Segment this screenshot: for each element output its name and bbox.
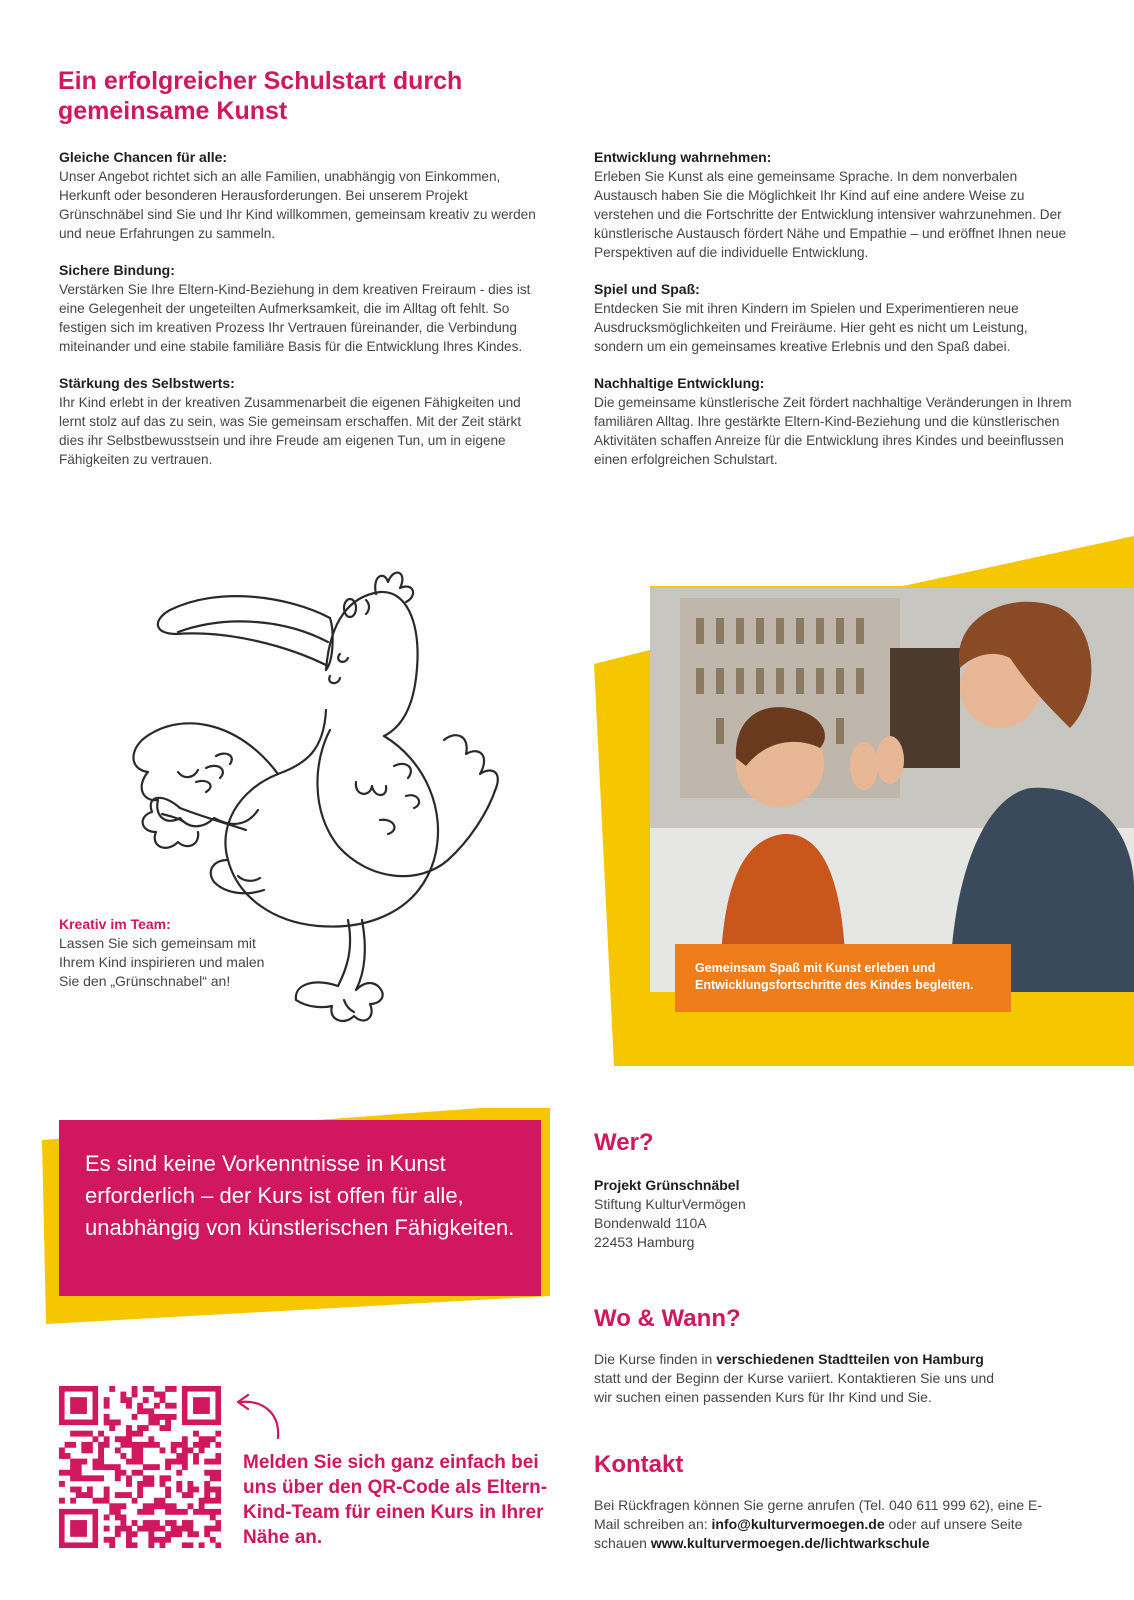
benefits-left-column — [59, 148, 541, 487]
wo-text-bold: verschiedenen Stadtteilen von Hamburg — [716, 1351, 984, 1367]
section-sichere-bindung — [59, 261, 541, 356]
kreativ-im-team-note — [59, 915, 269, 991]
wer-section — [594, 1128, 1094, 1252]
wer-line3: 22453 Hamburg — [594, 1234, 695, 1250]
kontakt-text-pre: Bei Rückfragen können Sie gerne anrufen (Tel. 040 611 999 62), eine E-Mail schreiben an: — [594, 1497, 1043, 1532]
section-gleiche-chancen — [59, 148, 541, 243]
contact-email-link[interactable]: info@kulturvermoegen.de — [711, 1516, 885, 1532]
section-heading: Stärkung des Selbstwerts: — [59, 375, 235, 391]
wer-line2: Bondenwald 110A — [594, 1215, 707, 1231]
kontakt-text-mid: oder auf unsere Seite schauen — [594, 1516, 1023, 1551]
section-heading: Gleiche Chancen für alle: — [59, 149, 228, 165]
wo-heading: Wo & Wann? — [594, 1305, 741, 1332]
wer-line1: Stiftung KulturVermögen — [594, 1196, 746, 1212]
section-heading: Entwicklung wahrnehmen: — [594, 149, 772, 165]
page-title: Ein erfolgreicher Schulstart durch gemeinsame Kunst — [58, 67, 463, 125]
kreativ-heading: Kreativ im Team: — [59, 916, 171, 932]
kontakt-text — [594, 1496, 1064, 1553]
kontakt-heading: Kontakt — [594, 1451, 684, 1478]
section-nachhaltig — [594, 374, 1076, 469]
section-text: Verstärken Sie Ihre Eltern-Kind-Beziehung in dem kreativen Freiraum - dies ist eine Gelegenheit der ungeteilten Aufmerksamkeit, die im Alltag oft fehlt. So festigen sich im kreativen Prozess Ihr Vertrauen füreinander, die Verbindung miteinander und eine stabile familiäre Basis für die Entwicklung Ihres Kindes. — [59, 282, 531, 354]
section-heading: Nachhaltige Entwicklung: — [594, 375, 765, 391]
section-heading: Spiel und Spaß: — [594, 281, 700, 297]
website-link[interactable]: www.kulturvermoegen.de/lichtwarkschule — [650, 1535, 930, 1551]
kontakt-section — [594, 1450, 1064, 1553]
wer-org: Projekt Grünschnäbel — [594, 1177, 740, 1193]
wo-text-pre: Die Kurse finden in — [594, 1351, 717, 1367]
section-entwicklung — [594, 148, 1076, 262]
curved-arrow-icon — [232, 1392, 292, 1442]
benefits-right-column — [594, 148, 1076, 487]
qr-registration-text: Melden Sie sich ganz einfach bei uns über den QR-Code als Eltern-Kind-Team für einen Kurs in Ihrer Nähe an. — [243, 1452, 548, 1548]
section-heading: Sichere Bindung: — [59, 262, 175, 278]
kreativ-text: Lassen Sie sich gemeinsam mit Ihrem Kind inspirieren und malen Sie den „Grünschnabel“ an! — [59, 935, 265, 989]
wo-text — [594, 1350, 1014, 1407]
wo-wann-section — [594, 1304, 1014, 1407]
section-text: Unser Angebot richtet sich an alle Familien, unabhängig von Einkommen, Herkunft oder besonderen Herausforderungen. Bei unserem Projekt Grünschnäbel sind Sie und Ihr Kind willkommen, gemeinsam kreativ zu werden und neue Erfahrungen zu sammeln. — [59, 169, 536, 241]
parent-child-high-five-photo — [650, 588, 1134, 992]
wer-heading: Wer? — [594, 1129, 654, 1156]
section-text: Entdecken Sie mit ihren Kindern im Spielen und Experimentieren neue Ausdrucksmöglichkeiten und Freiräume. Hier geht es nicht um Leistung, sondern um ein gemeinsames kreative Erlebnis und den Spaß dabei. — [594, 301, 1028, 354]
section-text: Ihr Kind erlebt in der kreativen Zusammenarbeit die eigenen Fähigkeiten und lernt stolz auf das zu sein, was Sie gemeinsam erschaffen. Mit der Zeit stärkt dies ihr Selbstbewusstsein und ihre Freude am eigenen Tun, um in eigene Fähigkeiten zu vertrauen. — [59, 395, 522, 467]
section-spiel-spass — [594, 280, 1076, 356]
section-selbstwert — [59, 374, 541, 469]
photo-scene — [650, 588, 1134, 992]
registration-qr-code[interactable] — [59, 1386, 221, 1548]
wo-text-post: statt und der Beginn der Kurse variiert. Kontaktieren Sie uns und wir suchen einen passenden Kurs für Ihr Kind und Sie. — [594, 1370, 995, 1405]
section-text: Erleben Sie Kunst als eine gemeinsame Sprache. In dem nonverbalen Austausch haben Sie die Möglichkeit Ihr Kind auf eine andere Weise zu verstehen und die Fortschritte der Entwicklung intensiver wahrzunehmen. Der künstlerische Austausch fördert Nähe und Empathie – und eröffnet Ihnen neue Perspektiven auf die individuelle Entwicklung. — [594, 169, 1067, 260]
photo-caption: Gemeinsam Spaß mit Kunst erleben und Entwicklungsfortschritte des Kindes begleiten. — [675, 944, 1011, 1012]
section-text: Die gemeinsame künstlerische Zeit fördert nachhaltige Veränderungen in Ihrem familiären Alltag. Ihre gestärkte Eltern-Kind-Beziehung und die künstlerischen Aktivitäten schaffen Anreize für die Entwicklung ihres Kindes und beeinflussen einen erfolgreichen Schulstart. — [594, 395, 1072, 467]
no-prior-knowledge-highlight: Es sind keine Vorkenntnisse in Kunst erforderlich – der Kurs ist offen für alle, unabhängig von künstlerischen Fähigkeiten. — [59, 1120, 541, 1296]
